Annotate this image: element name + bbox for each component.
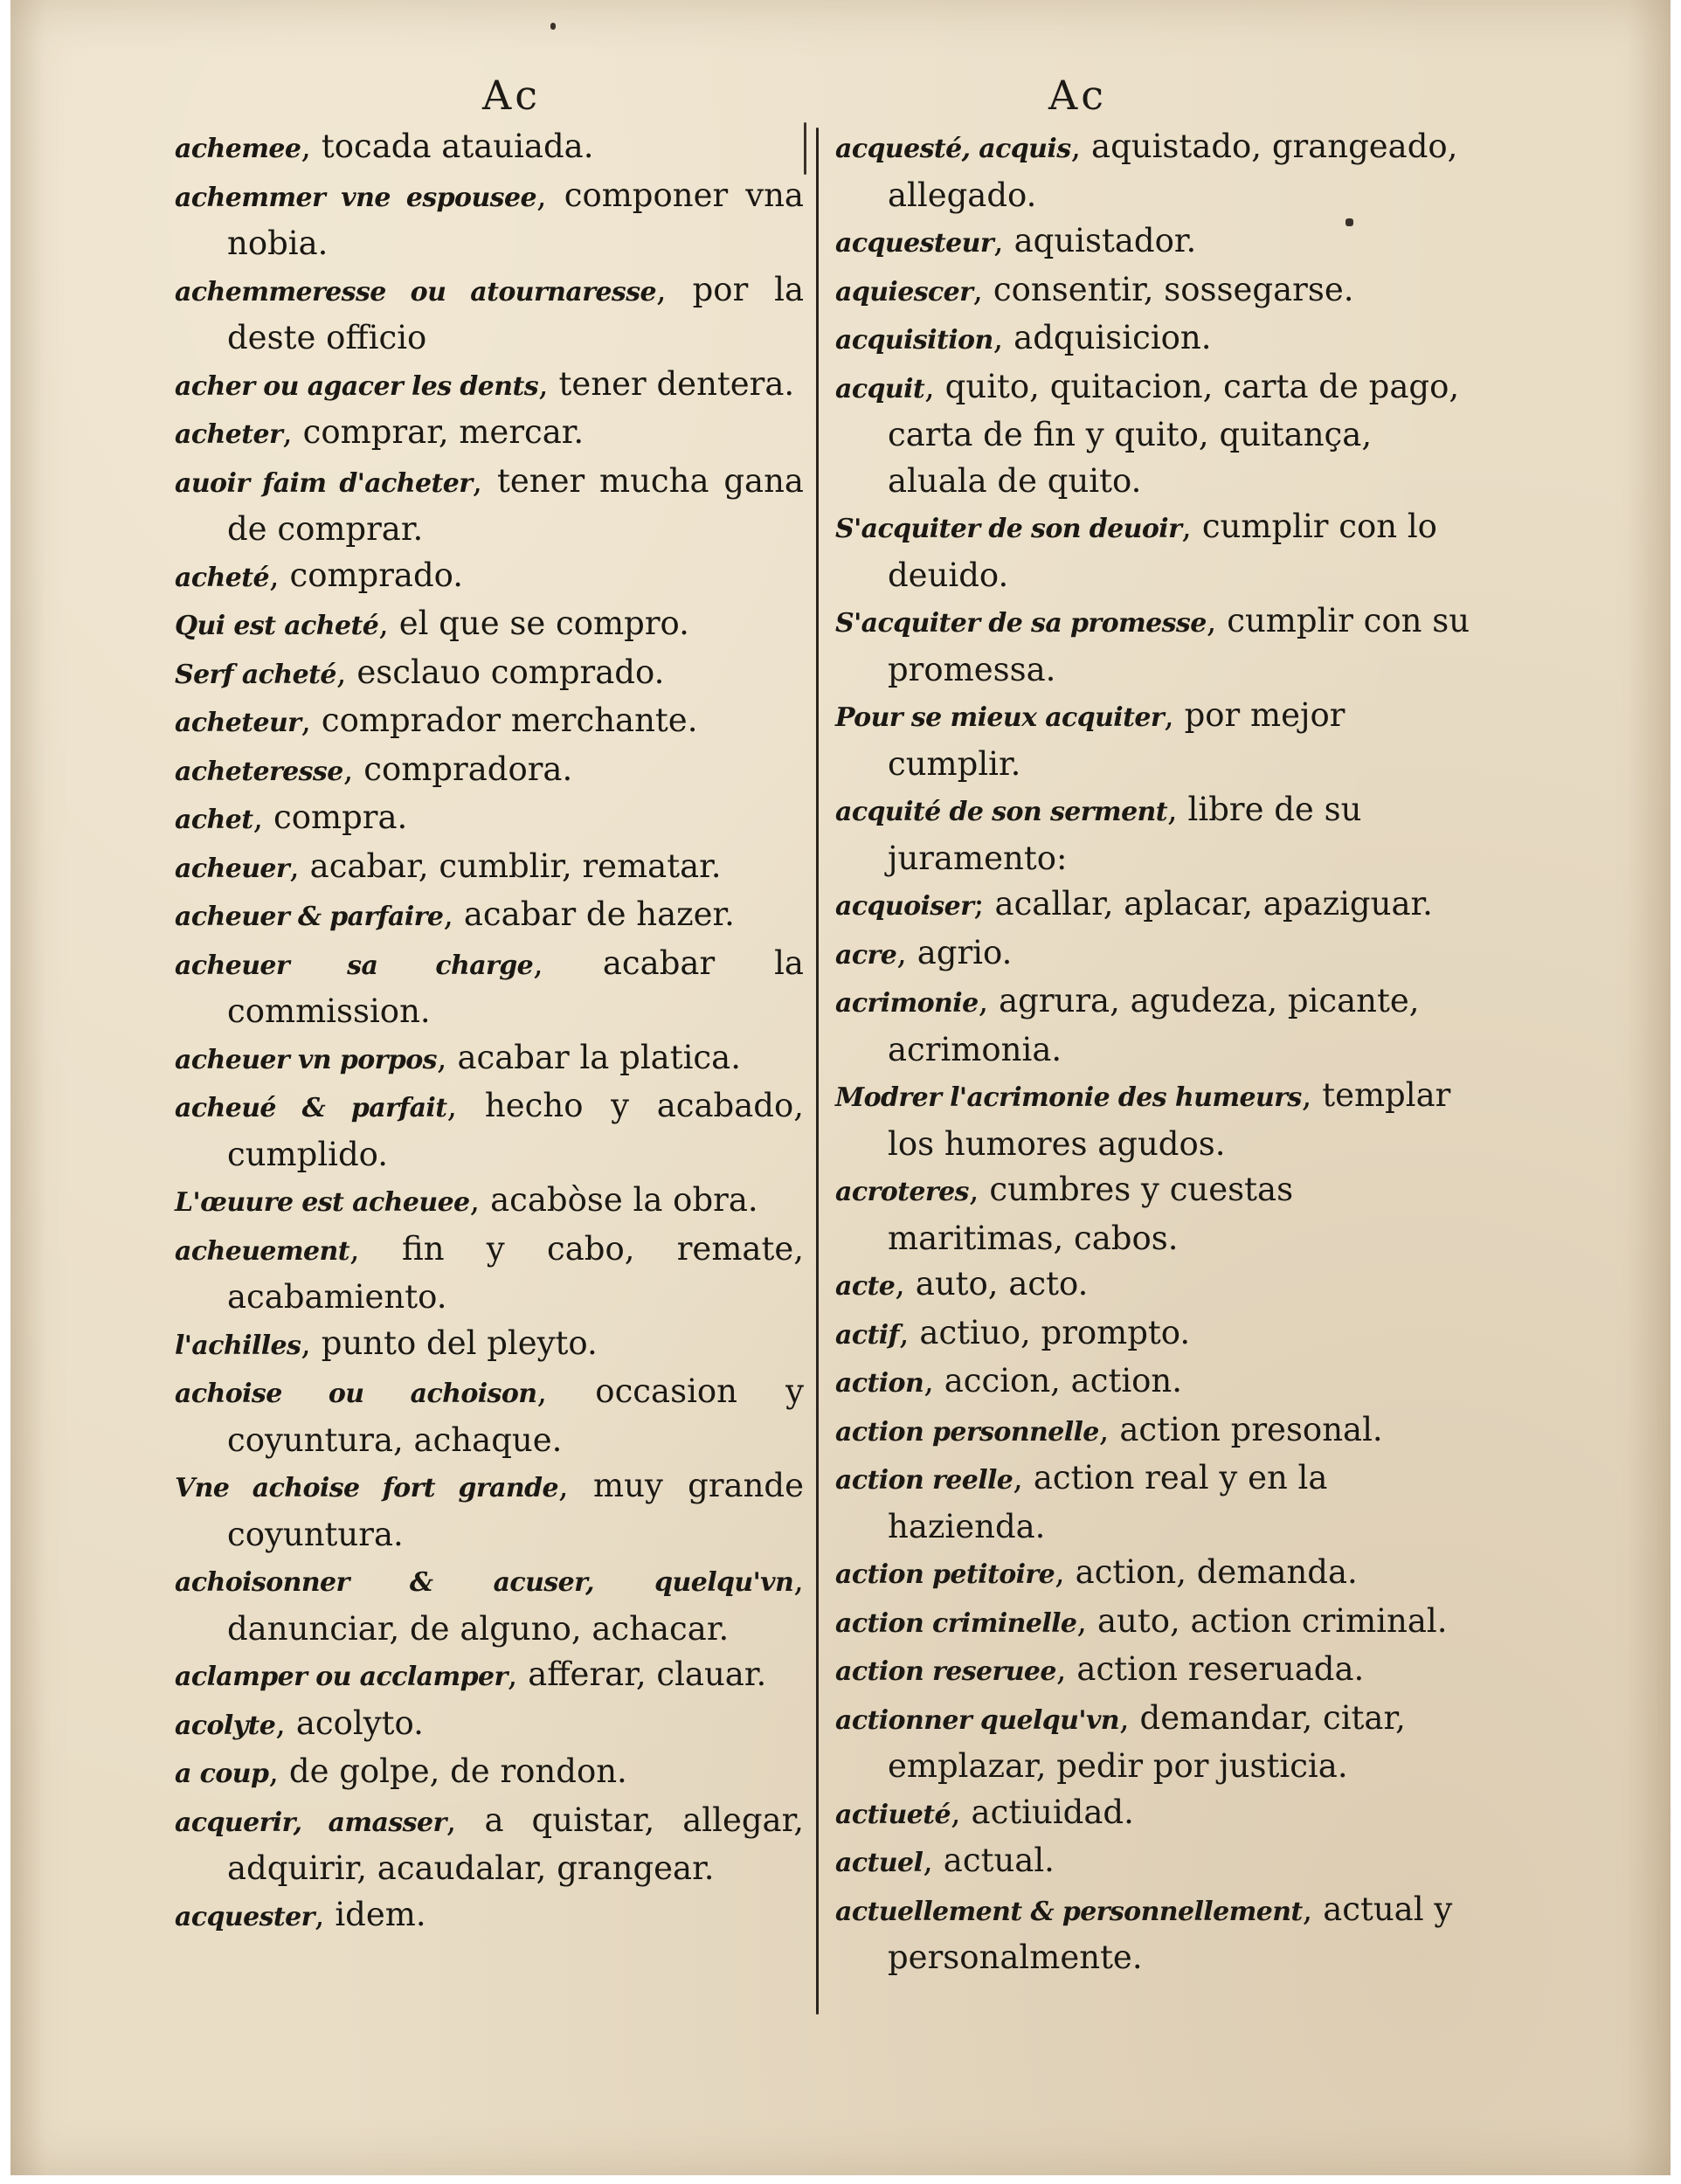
book-page: [10, 0, 1671, 2175]
dictionary-entry: [835, 267, 1473, 316]
entry-headword: action personnelle: [835, 1416, 1099, 1448]
entry-headword: acquerir, amasser: [175, 1807, 446, 1838]
entry-headword: acre: [835, 939, 897, 971]
entry-headword: acquesté, acquis: [835, 134, 1071, 164]
entry-gloss: , demandar, citar, emplazar, pedir por justicia.: [888, 1698, 1406, 1785]
dictionary-entry: [175, 1178, 804, 1227]
dictionary-entry: [835, 124, 1473, 218]
entry-headword: Pour se mieux acquiter: [835, 702, 1165, 733]
dictionary-entry: [835, 1887, 1473, 1981]
entry-headword: actionner quelqu'vn: [835, 1704, 1120, 1736]
entry-headword: acte: [835, 1271, 896, 1302]
entry-gloss: , fin y cabo, remate, acabamiento.: [227, 1229, 804, 1316]
entry-gloss: , tener dentera.: [538, 364, 795, 403]
entry-headword: l'achilles: [175, 1330, 301, 1361]
dictionary-entry: [175, 698, 804, 747]
dictionary-entry: [175, 795, 804, 844]
entry-headword: Modrer l'acrimonie des humeurs: [835, 1082, 1302, 1113]
dictionary-entry: [835, 1261, 1473, 1310]
entry-gloss: , el que se compro.: [378, 605, 689, 642]
entry-headword: achemmer vne espousee: [175, 182, 536, 213]
entry-headword: achoisonner & acuser, quelqu'vn: [175, 1567, 794, 1598]
dictionary-entry: [175, 459, 804, 553]
entry-headword: acquit: [835, 373, 925, 404]
dictionary-entry: [835, 881, 1473, 930]
entry-gloss: , punto del pleyto.: [301, 1324, 598, 1362]
entry-headword: achemmeresse ou atournaresse: [175, 276, 656, 308]
dictionary-entry: [175, 410, 804, 459]
entry-gloss: , acabar, cumblir, rematar.: [289, 847, 722, 885]
entry-gloss: , consentir, sossegarse.: [972, 270, 1354, 308]
entry-headword: acheuer sa charge: [175, 950, 534, 981]
entry-gloss: , afferar, clauar.: [507, 1655, 767, 1693]
entry-headword: acquester: [175, 1901, 315, 1932]
entry-gloss: , agrio.: [896, 933, 1013, 971]
entry-headword: acheuer & parfaire: [175, 902, 444, 932]
dictionary-entry: [835, 1696, 1473, 1790]
dictionary-entry: [835, 1790, 1473, 1839]
running-header-left: Ac: [482, 72, 541, 119]
entry-headword: acheteresse: [175, 756, 343, 787]
entry-gloss: , acabòse la obra.: [469, 1181, 758, 1219]
entry-gloss: , cumplir con su promessa.: [888, 602, 1470, 688]
dictionary-entry: [835, 1838, 1473, 1887]
entry-headword: aclamper ou acclamper: [175, 1662, 508, 1692]
entry-gloss: , acabar de hazer.: [443, 895, 735, 933]
entry-gloss: , quito, quitacion, carta de pago, carta de fin y quito, quitança, aluala de quito.: [888, 367, 1460, 500]
entry-gloss: , actiuidad.: [951, 1793, 1134, 1831]
entry-headword: achet: [175, 805, 253, 835]
entry-gloss: , action presonal.: [1098, 1410, 1383, 1448]
entry-headword: acquesteur: [835, 228, 994, 259]
entry-gloss: , idem.: [314, 1895, 426, 1933]
entry-gloss: , a quistar, allegar, adquirir, acaudalar, grangear.: [227, 1800, 804, 1887]
entry-headword: acheuer vn porpos: [175, 1044, 437, 1075]
entry-headword: Serf acheté: [175, 659, 336, 690]
entry-gloss: , aquistado, grangeado, allegado.: [888, 128, 1458, 214]
entry-headword: action reelle: [835, 1465, 1013, 1496]
entry-gloss: , acabar la platica.: [436, 1038, 741, 1076]
entry-gloss: , esclauo comprado.: [336, 653, 665, 691]
left-column: [175, 124, 804, 1940]
entry-headword: Qui est acheté: [175, 611, 379, 641]
entry-gloss: , actual y personalmente.: [888, 1890, 1453, 1976]
entry-gloss: , tocada atauiada.: [301, 128, 594, 165]
entry-headword: Vne achoise fort grande: [175, 1473, 558, 1503]
entry-gloss: , libre de su juramento:: [888, 791, 1362, 877]
entry-headword: S'acquiter de sa promesse: [835, 608, 1207, 639]
entry-headword: L'œuure est acheuee: [175, 1187, 470, 1218]
entry-headword: actuel: [835, 1848, 924, 1878]
entry-headword: acheué & parfait: [175, 1093, 447, 1123]
entry-gloss: , aquistador.: [993, 222, 1197, 259]
entry-gloss: , action reseruada.: [1055, 1650, 1365, 1688]
dictionary-entry: [175, 173, 804, 267]
dictionary-entry: [175, 1369, 804, 1463]
dictionary-entry: [835, 364, 1473, 505]
dictionary-entry: [175, 650, 804, 699]
dictionary-entry: [175, 601, 804, 650]
entry-headword: acheté: [175, 562, 269, 593]
entry-headword: achoise ou achoison: [175, 1379, 537, 1409]
running-header-right: Ac: [1048, 72, 1107, 119]
column-divider: [816, 128, 819, 2015]
dictionary-entry: [835, 1407, 1473, 1456]
entry-gloss: , occasion y coyuntura, achaque.: [227, 1372, 804, 1459]
entry-gloss: , cumbres y cuestas maritimas, cabos.: [888, 1171, 1294, 1257]
entry-gloss: , comprar, mercar.: [282, 413, 585, 451]
entry-headword: action: [835, 1368, 924, 1399]
dictionary-entry: [175, 362, 804, 411]
entry-gloss: , tener mucha gana de comprar.: [227, 461, 804, 548]
entry-gloss: , comprador merchante.: [301, 702, 698, 739]
entry-headword: actiueté: [835, 1799, 951, 1830]
dictionary-entry: [835, 1550, 1473, 1599]
entry-gloss: , por mejor cumplir.: [888, 696, 1345, 783]
entry-headword: acheuement: [175, 1235, 350, 1267]
entry-headword: acquité de son serment: [835, 797, 1168, 827]
dictionary-entry: [835, 1647, 1473, 1696]
entry-gloss: , auto, action criminal.: [1076, 1601, 1448, 1640]
entry-gloss: , accion, action.: [924, 1362, 1183, 1400]
dictionary-entry: [835, 315, 1473, 364]
dictionary-entry: [835, 598, 1473, 693]
entry-gloss: , auto, acto.: [895, 1265, 1089, 1303]
entry-headword: acquisition: [835, 325, 993, 356]
entry-gloss: , compradora.: [342, 750, 573, 788]
entry-gloss: , comprado.: [268, 556, 464, 594]
entry-gloss: , adquisicion.: [993, 319, 1212, 356]
ink-speck: [1345, 218, 1353, 226]
dictionary-entry: [835, 787, 1473, 881]
dictionary-entry: [835, 1167, 1473, 1261]
entry-headword: acheteur: [175, 708, 301, 738]
entry-headword: action petitoire: [835, 1559, 1055, 1590]
margin-bracket: [804, 122, 806, 175]
dictionary-entry: [835, 1358, 1473, 1407]
entry-gloss: , por la deste officio: [227, 270, 805, 356]
entry-headword: acroteres: [835, 1177, 969, 1207]
entry-headword: achemee: [175, 134, 301, 164]
dictionary-entry: [835, 693, 1473, 787]
entry-headword: S'acquiter de son deuoir: [835, 514, 1182, 544]
dictionary-entry: [175, 1035, 804, 1084]
ink-speck: [550, 23, 556, 30]
dictionary-entry: [835, 504, 1473, 598]
dictionary-entry: [835, 1310, 1473, 1359]
dictionary-entry: [835, 1455, 1473, 1550]
entry-headword: a coup: [175, 1759, 269, 1789]
entry-gloss: , cumplir con lo deuido.: [888, 508, 1437, 594]
entry-gloss: , action, demanda.: [1055, 1553, 1358, 1591]
entry-gloss: , de golpe, de rondon.: [268, 1752, 627, 1790]
dictionary-entry: [175, 1749, 804, 1798]
dictionary-entry: [175, 1798, 804, 1892]
dictionary-entry: [175, 1463, 804, 1558]
entry-headword: acheter: [175, 419, 283, 450]
entry-headword: action reseruee: [835, 1656, 1056, 1687]
dictionary-entry: [175, 553, 804, 602]
entry-gloss: ; acallar, aplacar, apaziguar.: [973, 885, 1433, 923]
entry-gloss: , danunciar, de alguno, achacar.: [227, 1561, 804, 1648]
dictionary-entry: [175, 1558, 804, 1652]
entry-gloss: , action real y en la hazienda.: [888, 1459, 1328, 1545]
dictionary-entry: [175, 1701, 804, 1750]
entry-headword: acher ou agacer les dents: [175, 370, 539, 402]
dictionary-entry: [175, 1892, 804, 1941]
entry-headword: acquoiser: [835, 891, 974, 922]
dictionary-entry: [835, 930, 1473, 979]
dictionary-entry: [835, 978, 1473, 1073]
entry-gloss: , muy grande coyuntura.: [227, 1467, 805, 1553]
entry-gloss: , templar los humores agudos.: [888, 1076, 1451, 1163]
dictionary-entry: [835, 218, 1473, 267]
dictionary-entry: [175, 747, 804, 796]
dictionary-entry: [175, 1652, 804, 1701]
entry-headword: action criminelle: [835, 1607, 1077, 1639]
entry-headword: aquiescer: [835, 276, 973, 308]
entry-gloss: , hecho y acabado, cumplido.: [227, 1087, 804, 1173]
entry-gloss: , actiuo, prompto.: [898, 1313, 1191, 1351]
entry-gloss: , compra.: [252, 798, 408, 836]
dictionary-entry: [175, 1321, 804, 1370]
entry-gloss: , actual.: [923, 1842, 1055, 1879]
entry-headword: acheuer: [175, 853, 290, 884]
dictionary-entry: [175, 941, 804, 1035]
dictionary-entry: [175, 1227, 804, 1321]
entry-headword: acolyte: [175, 1710, 276, 1741]
dictionary-entry: [835, 1073, 1473, 1167]
entry-headword: actuellement & personnellement: [835, 1896, 1303, 1927]
dictionary-entry: [175, 844, 804, 893]
entry-gloss: , acolyto.: [275, 1704, 424, 1742]
entry-gloss: , componer vna nobia.: [227, 176, 804, 262]
dictionary-entry: [175, 892, 804, 941]
dictionary-entry: [175, 124, 804, 173]
entry-headword: acrimonie: [835, 988, 979, 1019]
dictionary-entry: [175, 267, 804, 362]
entry-headword: auoir faim d'acheter: [175, 467, 473, 499]
dictionary-entry: [175, 1083, 804, 1178]
entry-headword: actif: [835, 1319, 899, 1351]
entry-gloss: , agrura, agudeza, picante, acrimonia.: [888, 982, 1420, 1068]
right-column: [835, 124, 1473, 1981]
dictionary-entry: [835, 1599, 1473, 1648]
entry-gloss: , acabar la commission.: [227, 943, 804, 1030]
